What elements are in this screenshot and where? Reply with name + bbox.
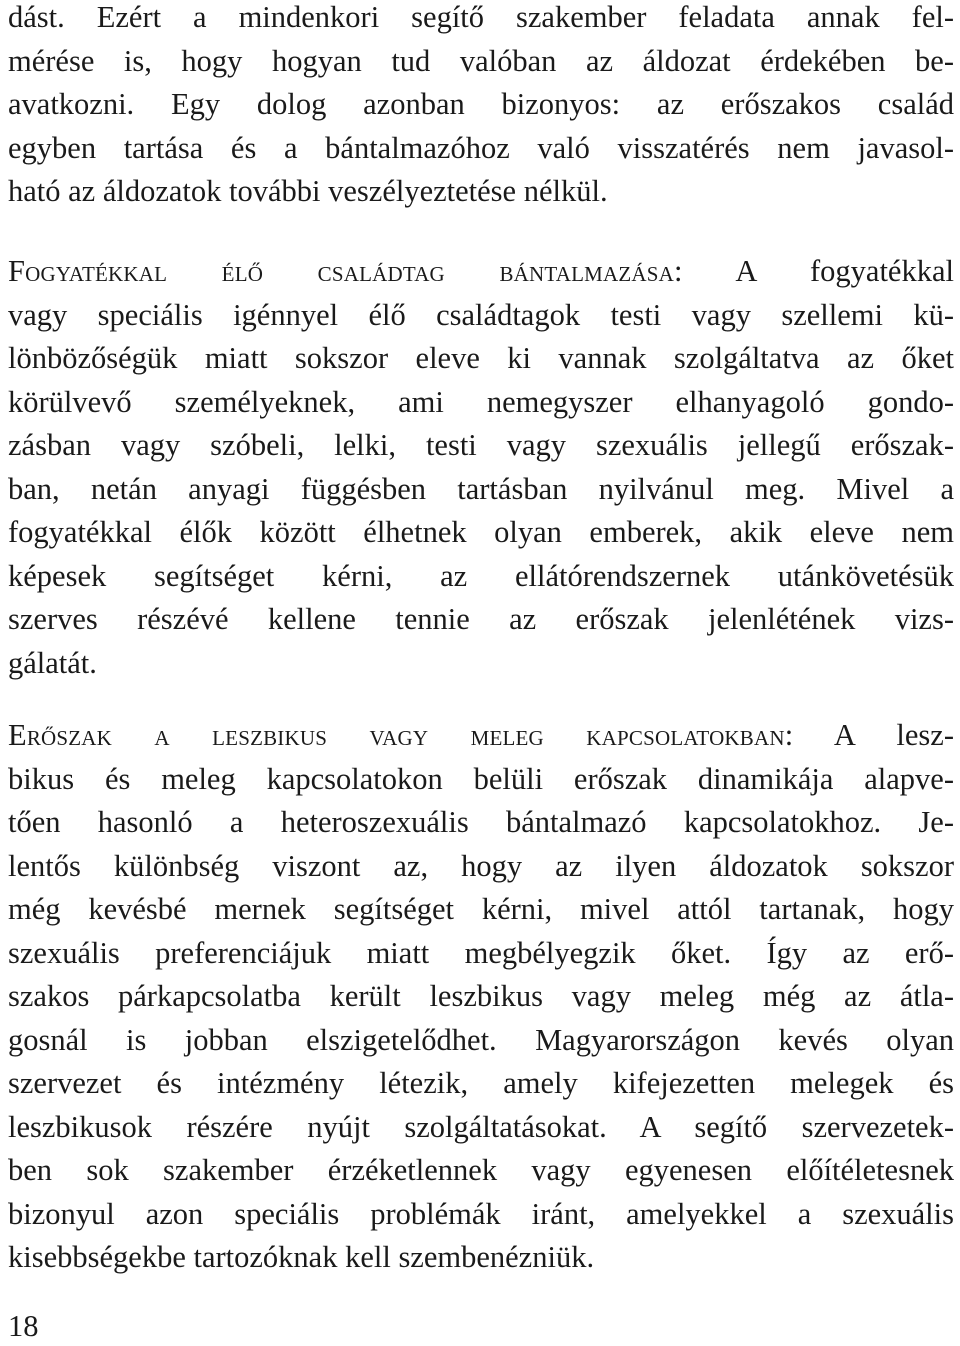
text-line: fogyatékkal élők között élhetnek olyan emberek, akik eleve nem [8,515,954,549]
section-heading-disability: Fogyatékkal élő családtag bántalmazása: [8,254,683,288]
text-line: lönbözőségük miatt sokszor eleve ki vannak szolgáltatva az őket [8,341,954,375]
paragraph-disability [8,250,954,685]
text-line: vagy speciális igénnyel élő családtagok testi vagy szellemi kü- [8,297,954,332]
text-line: egyben tartása és a bántalmazóhoz való visszatérés nem javasol- [8,130,954,165]
text-fragment: A lesz- [793,718,954,752]
text-line: lentős különbség viszont az, hogy az ilyen áldozatok sokszor [8,848,954,883]
text-line [8,250,954,294]
page-number: 18 [8,1309,39,1343]
paragraph-intro [8,0,954,214]
text-line: ható az áldozatok további veszélyeztetése nélkül. [8,174,608,208]
text-line: képesek segítséget kérni, az ellátórendszernek utánkövetésük [8,558,954,593]
text-line: bikus és meleg kapcsolatokon belüli erőszak dinamikája alapve- [8,761,954,796]
text-line: ben sok szakember érzéketlennek vagy egyenesen előítéletesnek [8,1153,954,1187]
text-line: gálatát. [8,645,97,680]
text-line: szexuális preferenciájuk miatt megbélyegzik őket. Így az erő- [8,935,954,970]
text-line: kisebbségekbe tartozóknak kell szembenézniük. [8,1240,595,1274]
section-heading-lgbt: Erőszak a leszbikus vagy meleg kapcsolatokban: [8,718,794,752]
text-line: mérése is, hogy hogyan tud valóban az áldozat érdekében be- [8,43,954,78]
text-line: gosnál is jobban elszigetelődhet. Magyarországon kevés olyan [8,1022,954,1057]
text-line: dást. Ezért a mindenkori segítő szakember feladata annak fel- [8,0,954,34]
text-line: körülvevő személyeknek, ami nemegyszer elhanyagoló gondo- [8,384,954,419]
text-line: avatkozni. Egy dolog azonban bizonyos: az erőszakos család [8,87,954,121]
text-line: szakos párkapcsolatba került leszbikus vagy meleg még az átla- [8,979,954,1013]
text-line: szerves részévé kellene tennie az erőszak jelenlétének vizs- [8,602,954,636]
text-line: zásban vagy szóbeli, lelki, testi vagy szexuális jellegű erőszak- [8,428,954,462]
text-line: bizonyul azon speciális problémák iránt, amelyekkel a szexuális [8,1196,954,1231]
text-line: szervezet és intézmény létezik, amely kifejezetten melegek és [8,1066,954,1100]
text-fragment: A fogyatékkal [682,254,954,288]
text-line: még kevésbé mernek segítséget kérni, mivel attól tartanak, hogy [8,892,954,926]
text-line [8,714,954,758]
text-line: leszbikusok részére nyújt szolgáltatásokat. A segítő szervezetek- [8,1109,954,1144]
text-line: ban, netán anyagi függésben tartásban nyilvánul meg. Mivel a [8,471,954,506]
text-line: tően hasonló a heteroszexuális bántalmazó kapcsolatokhoz. Je- [8,805,954,839]
paragraph-lgbt [8,714,954,1280]
